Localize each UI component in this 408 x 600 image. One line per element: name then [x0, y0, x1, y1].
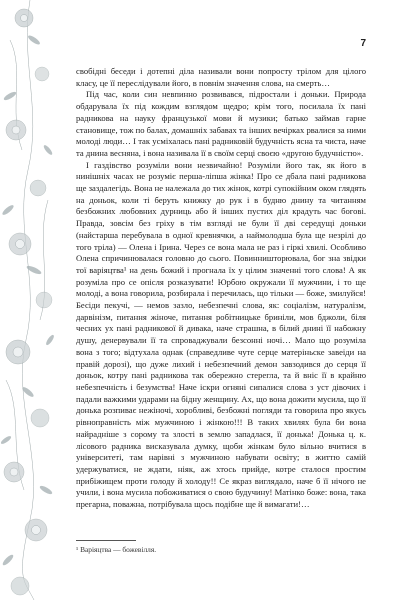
footnote: ¹ Варіяцтва — божевілля. [76, 545, 157, 554]
paragraph: свобідні беседи і дотепні діла називали вони попросту трілом для цілого класу, це її переслідували його, в повнім значення слова, на смерть… [76, 66, 366, 88]
paragraph: Під час, коли син невпинно розвивався, підростали і доньки. Природа обдарувала їх під кождим взглядом щедро; крім того, посилала їх пані радникова на науку французької мови й музики; батько займав гарне становище, тож по балах, домашніх забавах та інших вечірках рвалися за ними молоді люди… І так усміхалась пані радниковій будучність ясна та чиста, наче та днина весняна, і вона називала її в своїм серці своєю «другою будучністю». [76, 89, 366, 158]
paragraph: І газдівство розуміли вони незвичайно! Розуміли його так, як його в нинішніх часах не розуміє перша-ліпша жінка! Про се дбала пані радникова ще заздалегідь. Вона не належала до тих жінок, котрі супокійним оком глядять на доньок, коли ті беруть книжку до рук і в будню днину та читанням безбожних любовних дурниць або й інших пустих діл крадуть час богові. Правда, зовсім без гріху в тім взгляді не були її дві середущі доньки (найстарша перебувала в одної кревнячки, а наймолодша була ще незрілі до того тріла) — Олена і Ірина. Через се вона мала не раз і гіркі хвилі. Особливо Олена спричинювалася головно до сього. Повинништорювала, бог зна звідки тої варіяцтва¹ на день божий і прогнала їх у цілим значенні того слова! А як розуміла про се опісля розказувати! Юрбою окружали її мужчини, і то ще молоді, а вона говорила, розбирала і перечилась, що тільки — боже, змилуйся! Бесіди пекучі, — немов зазло, небезпечні слова, як: соціалізм, натуралізм, дарвінізм, питання жіноче, питання робітницьке бриніли, мов бджоли, біля чесних ух пані радникової й дивака, наче страшна, в білий днині її набожну душу, денервували її та спроваджували безсонні ночі… Мало що розуміла вона з того; відтухала однак (справедливе чуте серце матеріньске завеіди на правій дорозі), що дуже лихий і небезпечний демон завзодився до серця її доньок, котру пані радникова так обережно стерегла, та й вніс її в крайню небезпечність і безумства! Наче іскри огняні сипалися слова з уст дівочих і падали важкими ударами на бідну женщину. Ах, що вона дожити мусила, що її донька розпиває нежіночі, хоробливі, безбожні погляди та говорила про якусь рівноправність між мужчиною і жінкою!!! В таких хвилях була би вона найрадніше з сорому та злості в землю западлася, її донька! Донька ц. к. лісового радника висказувала думку, щоби жінкам було вільно вчитися в університеті, там нарівні з мужчиною набувати освіту; в життю самій удержуватися, не ждати, ніяк, аж хтось прийде, котре сталося простим прибіжищем проти голоду й холоду!! Се якраз виглядало, наче б її нічого не учили, і вона мусила побоживатися о свою будучину! Матінко боже: вона, така прегарна, поважна, потрібувала щось подібне ще й вимагати!… [76, 159, 366, 510]
page-number: 7 [360, 38, 366, 49]
floral-border-decoration [0, 0, 58, 600]
footnote-divider [76, 540, 136, 541]
body-text [76, 66, 366, 511]
